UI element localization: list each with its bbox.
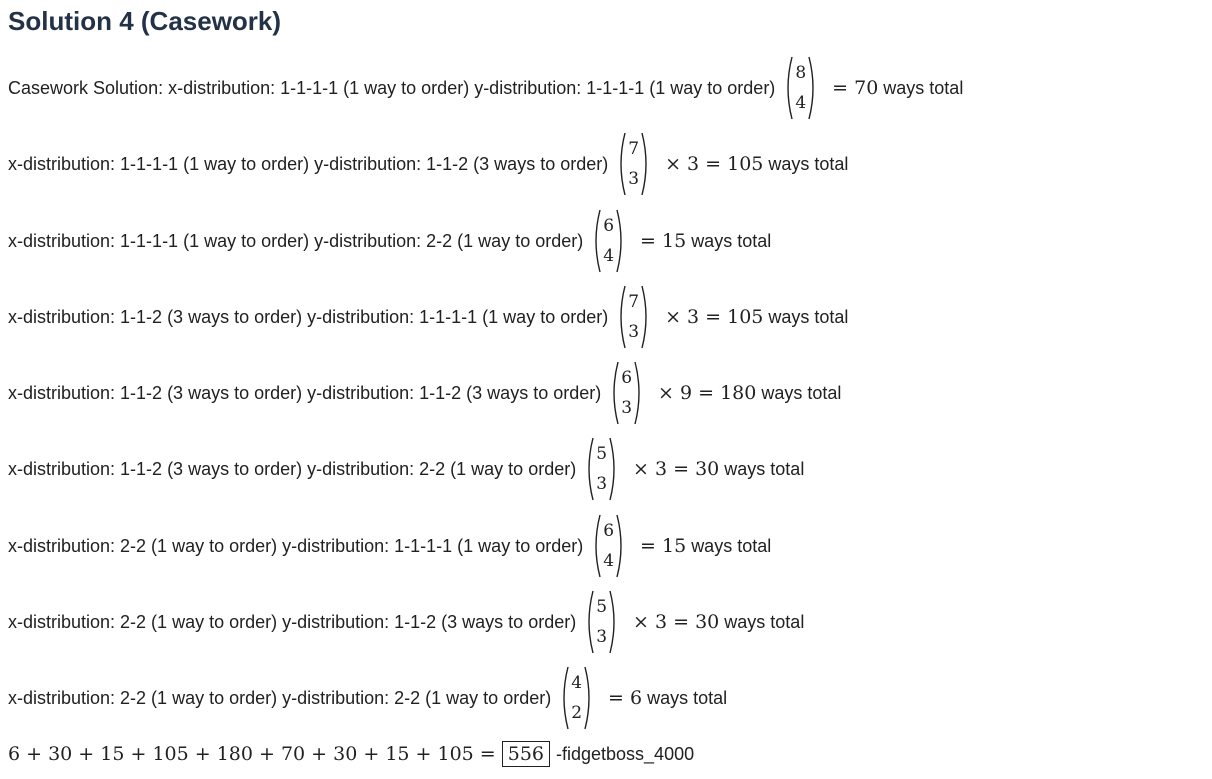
case-row: [8, 587, 804, 657]
case-math: = 6: [608, 687, 643, 709]
case-description: x-distribution: 1-1-2 (3 ways to order) y-distribution: 2-2 (1 way to order): [8, 458, 577, 479]
page-title: Solution 4 (Casework): [8, 6, 282, 36]
binomial-bottom: 3: [628, 322, 640, 342]
case-description: Casework Solution: x-distribution: 1-1-1-1 (1 way to order) y-distribution: 1-1-1-1 (1 way to order): [8, 77, 776, 98]
binomial-bottom: 3: [621, 398, 633, 418]
author-signature: -fidgetboss_4000: [556, 743, 695, 764]
left-paren-icon: [584, 590, 594, 654]
case-row: [8, 53, 963, 123]
case-suffix: ways total: [724, 459, 805, 479]
case-row: [8, 129, 848, 199]
final-sum-line: [8, 741, 694, 767]
binomial-coefficient: [609, 360, 644, 426]
case-math: = 70: [832, 77, 879, 99]
case-suffix: ways total: [724, 612, 805, 632]
binomial-top: 5: [596, 444, 608, 464]
left-paren-icon: [584, 437, 594, 501]
case-math: × 3 = 30: [633, 458, 720, 480]
left-paren-icon: [616, 132, 626, 196]
binomial-coefficient: [616, 131, 651, 197]
case-suffix: ways total: [691, 231, 772, 251]
case-math: = 15: [640, 535, 687, 557]
case-description: x-distribution: 1-1-2 (3 ways to order) y-distribution: 1-1-2 (3 ways to order): [8, 382, 602, 403]
case-row: [8, 282, 848, 352]
case-math: × 3 = 105: [665, 306, 764, 328]
binomial-top: 4: [571, 673, 583, 693]
right-paren-icon: [584, 666, 594, 730]
boxed-answer: 556: [502, 741, 550, 767]
binomial-top: 8: [795, 63, 807, 83]
case-description: x-distribution: 2-2 (1 way to order) y-distribution: 1-1-2 (3 ways to order): [8, 611, 577, 632]
binomial-top: 6: [621, 368, 633, 388]
right-paren-icon: [808, 56, 818, 120]
binomial-bottom: 2: [571, 703, 583, 723]
case-math: = 15: [640, 230, 687, 252]
right-paren-icon: [616, 514, 626, 578]
left-paren-icon: [559, 666, 569, 730]
binomial-top: 7: [628, 139, 640, 159]
sum-expression: 6 + 30 + 15 + 105 + 180 + 70 + 30 + 15 + 105 =: [8, 743, 496, 765]
binomial-coefficient: [616, 284, 651, 350]
binomial-coefficient: [783, 55, 818, 121]
right-paren-icon: [609, 590, 619, 654]
case-suffix: ways total: [768, 154, 849, 174]
case-description: x-distribution: 2-2 (1 way to order) y-distribution: 2-2 (1 way to order): [8, 687, 552, 708]
left-paren-icon: [616, 285, 626, 349]
right-paren-icon: [616, 209, 626, 273]
right-paren-icon: [634, 361, 644, 425]
case-math: × 9 = 180: [658, 382, 757, 404]
right-paren-icon: [641, 285, 651, 349]
binomial-bottom: 4: [795, 93, 807, 113]
binomial-coefficient: [591, 208, 626, 274]
binomial-top: 5: [596, 597, 608, 617]
binomial-bottom: 3: [628, 169, 640, 189]
case-row: [8, 663, 727, 733]
binomial-coefficient: [559, 665, 594, 731]
left-paren-icon: [609, 361, 619, 425]
case-description: x-distribution: 1-1-1-1 (1 way to order) y-distribution: 1-1-2 (3 ways to order): [8, 153, 609, 174]
binomial-top: 6: [603, 521, 615, 541]
case-description: x-distribution: 1-1-2 (3 ways to order) y-distribution: 1-1-1-1 (1 way to order): [8, 306, 609, 327]
right-paren-icon: [609, 437, 619, 501]
binomial-coefficient: [591, 513, 626, 579]
right-paren-icon: [641, 132, 651, 196]
binomial-bottom: 3: [596, 474, 608, 494]
binomial-top: 6: [603, 216, 615, 236]
binomial-coefficient: [584, 589, 619, 655]
case-description: x-distribution: 2-2 (1 way to order) y-distribution: 1-1-1-1 (1 way to order): [8, 535, 584, 556]
left-paren-icon: [591, 209, 601, 273]
left-paren-icon: [783, 56, 793, 120]
binomial-bottom: 4: [603, 551, 615, 571]
case-row: [8, 358, 841, 428]
case-suffix: ways total: [761, 383, 842, 403]
binomial-top: 7: [628, 292, 640, 312]
case-row: [8, 206, 771, 276]
case-row: [8, 511, 771, 581]
case-suffix: ways total: [883, 78, 964, 98]
case-math: × 3 = 30: [633, 611, 720, 633]
binomial-bottom: 3: [596, 627, 608, 647]
case-row: [8, 434, 804, 504]
case-math: × 3 = 105: [665, 153, 764, 175]
binomial-coefficient: [584, 436, 619, 502]
case-description: x-distribution: 1-1-1-1 (1 way to order) y-distribution: 2-2 (1 way to order): [8, 230, 584, 251]
left-paren-icon: [591, 514, 601, 578]
binomial-bottom: 4: [603, 246, 615, 266]
case-suffix: ways total: [647, 688, 728, 708]
case-suffix: ways total: [768, 307, 849, 327]
case-suffix: ways total: [691, 536, 772, 556]
